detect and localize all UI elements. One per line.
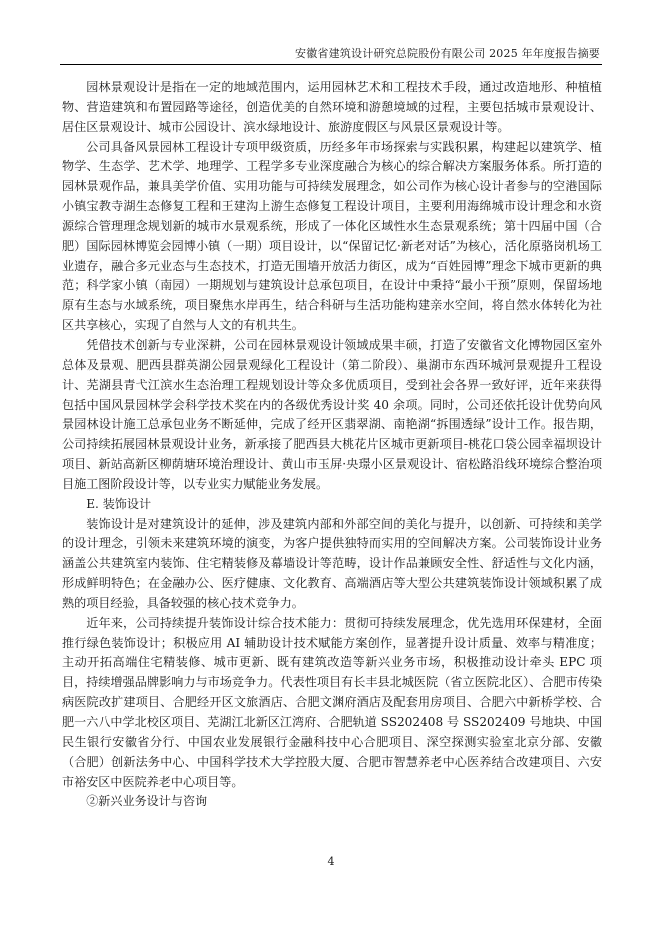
section-heading-emerging: ②新兴业务设计与咨询 <box>86 794 208 809</box>
report-header-title: 安徽省建筑设计研究总院股份有限公司 2025 年年度报告摘要 <box>295 47 600 60</box>
paragraph-landscape-qualification: 公司具备风景园林工程设计专项甲级资质，历经多年市场探索与实践积累，构建起以建筑学、植物学、生态学、艺术学、地理学、工程学多专业深度融合为核心的综合解决方案服务体系。所打造的园林景观作品，兼具美学价值、实用功能与可持续发展理念，如公司作为核心设计者参与的空港国际小镇宝教寺湖生态修复工程和王建沟上游生态修复工程设计项目，主要利用海绵城市设计理念和水资源综合管理理念规划新的城市水景观系统，形成了一体化区域性水生态景观系统；第十四届中国（合肥）国际园林博览会园博小镇（一期）项目设计，以“保留记忆·新老对话”为核心，活化原骆岗机场工业遗存，融合多元业态与生态技术，打造无围墙开放活力街区，成为“百姓园博”理念下城市更新的典范；科学家小镇（南园）一期规划与建筑设计总承包项目，在设计中秉持“最小干预”原则，保留场地原有生态与水域系统，项目聚焦水岸再生，结合科研与生活功能构建亲水空间，将自然水体转化为社区共享核心，实现了自然与人文的有机共生。 <box>62 139 602 333</box>
paragraph-decoration-definition: 装饰设计是对建筑设计的延伸，涉及建筑内部和外部空间的美化与提升，以创新、可持续和美学的设计理念，引领未来建筑环境的演变，为客户提供独特而实用的空间解决方案。公司装饰设计业务涵盖公共建筑室内装饰、住宅精装修及幕墙设计等范畴，设计作品兼顾安全性、舒适性与文化内涵，形成鲜明特色；在金融办公、医疗健康、文化教育、高端酒店等大型公共建筑装饰设计领域积累了成熟的项目经验，具备较强的核心技术竞争力。 <box>62 516 602 610</box>
header-divider <box>60 64 602 65</box>
paragraph-decoration-recent: 近年来，公司持续提升装饰设计综合技术能力：贯彻可持续发展理念，优先选用环保建材，全面推行绿色装饰设计；积极应用 AI 辅助设计技术赋能方案创作，显著提升设计质量、效率与精准度；主动开拓高端住宅精装修、城市更新、既有建筑改造等新兴业务市场，积极推动设计牵头 EPC 项目，持续增强品牌影响力与市场竞争力。代表性项目有长丰县北城医院（省立医院北区）、合肥市传染病医院改扩建项目、合肥经开区文旅酒店、合肥文渊府酒店及配套用房项目、合肥六中新桥学校、合肥一六八中学北校区项目、芜湖江北新区江湾府、合肥轨道 SS202408 号 SS202409 号地块、中国民生银行安徽省分行、中国农业发展银行金融科技中心合肥项目、深空探测实验室北京分部、安徽（合肥）创新法务中心、中国科学技术大学控股大厦、合肥市智慧养老中心医养结合改建项目、六安市裕安区中医院养老中心项目等。 <box>62 615 602 789</box>
paragraph-landscape-achievements: 凭借技术创新与专业深耕，公司在园林景观设计领域成果丰硕，打造了安徽省文化博物园区室外总体及景观、肥西县群英湖公园景观绿化工程设计（第二阶段）、巢湖市东西环城河景观提升工程设计、芜湖县青弋江滨水生态治理工程规划设计等众多优质项目，受到社会各界一致好评，近年来获得包括中国风景园林学会科学技术奖在内的各级优秀设计奖 40 余项。同时，公司还依托设计优势向风景园林设计施工总承包业务不断延伸，完成了经开区翡翠湖、南艳湖“拆围透绿”设计工作。报告期，公司持续拓展园林景观设计业务，新承接了肥西县大桃花片区城市更新项目-桃花口袋公园幸福坝设计项目、新站高新区柳荫塘环境治理设计、黄山市玉屏·央璟小区景观设计、宿松路沿线环境综合整治项目施工图阶段设计等，以专业实力赋能业务发展。 <box>62 337 602 491</box>
paragraph-landscape-definition: 园林景观设计是指在一定的地域范围内，运用园林艺术和工程技术手段，通过改造地形、种植植物、营造建筑和布置园路等途径，创造优美的自然环境和游憩境域的过程，主要包括城市景观设计、居住区景观设计、城市公园设计、滨水绿地设计、旅游度假区与风景区景观设计等。 <box>62 80 602 134</box>
document-body <box>62 78 602 812</box>
section-heading-decoration: E. 装饰设计 <box>86 496 152 511</box>
page-number: 4 <box>327 855 335 868</box>
